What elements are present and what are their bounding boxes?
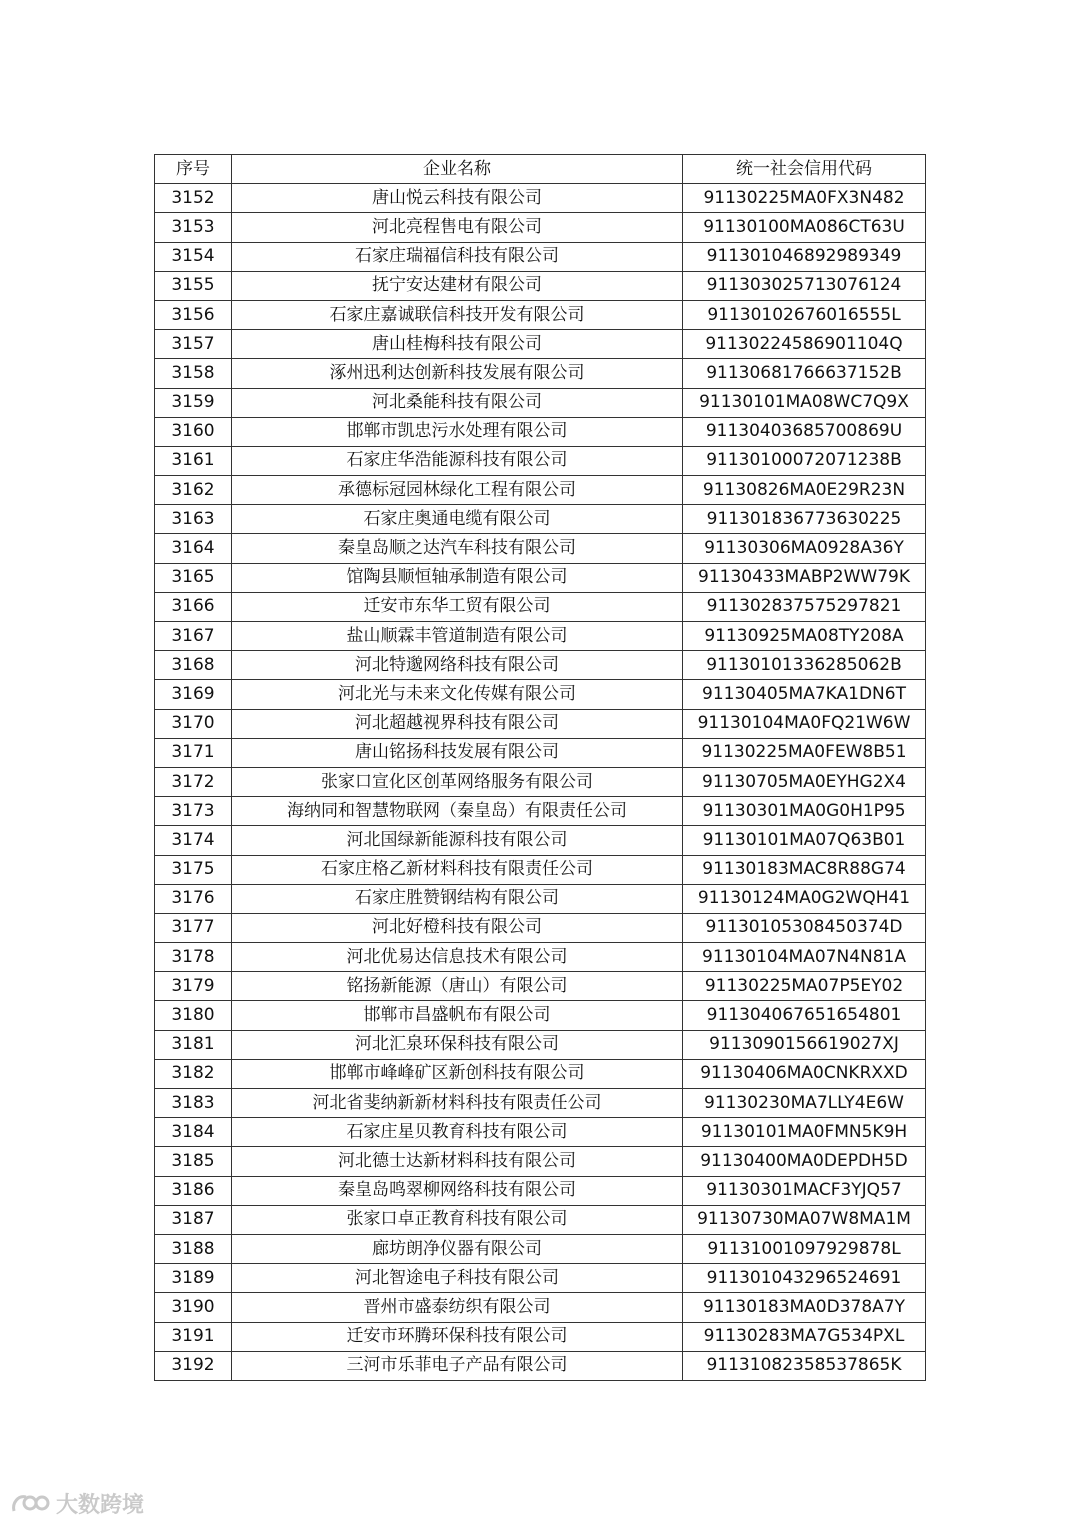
cell-credit-code: 91130433MABP2WW79K [683,563,926,592]
cell-seq: 3182 [155,1059,232,1088]
cell-company-name: 石家庄瑞福信科技有限公司 [232,242,683,271]
cell-seq: 3156 [155,300,232,329]
table-row [155,388,926,417]
cell-seq: 3158 [155,359,232,388]
cell-credit-code: 911301043296524691 [683,1264,926,1293]
cell-credit-code: 91130705MA0EYHG2X4 [683,767,926,796]
cell-seq: 3189 [155,1264,232,1293]
cell-company-name: 河北特邈网络科技有限公司 [232,651,683,680]
cell-seq: 3191 [155,1322,232,1351]
table-row [155,1205,926,1234]
watermark [10,1488,144,1519]
cell-company-name: 石家庄奥通电缆有限公司 [232,505,683,534]
table-row [155,651,926,680]
cell-company-name: 邯郸市昌盛帆布有限公司 [232,1001,683,1030]
table-row [155,622,926,651]
cell-company-name: 迁安市环腾环保科技有限公司 [232,1322,683,1351]
cell-credit-code: 91130681766637152B [683,359,926,388]
cell-seq: 3183 [155,1089,232,1118]
cell-seq: 3164 [155,534,232,563]
cell-company-name: 海纳同和智慧物联网（秦皇岛）有限责任公司 [232,797,683,826]
cell-company-name: 河北智途电子科技有限公司 [232,1264,683,1293]
cell-company-name: 邯郸市凯忠污水处理有限公司 [232,417,683,446]
cell-seq: 3169 [155,680,232,709]
cell-seq: 3160 [155,417,232,446]
header-seq: 序号 [155,155,232,184]
cell-credit-code: 9113090156619027XJ [683,1030,926,1059]
header-company-name: 企业名称 [232,155,683,184]
cell-company-name: 承德标冠园林绿化工程有限公司 [232,476,683,505]
cell-company-name: 秦皇岛鸣翠柳网络科技有限公司 [232,1176,683,1205]
table-row [155,1351,926,1380]
cell-credit-code: 91130101336285062B [683,651,926,680]
cell-credit-code: 91130124MA0G2WQH41 [683,884,926,913]
table-row [155,797,926,826]
table-row [155,1264,926,1293]
cell-credit-code: 911304067651654801 [683,1001,926,1030]
cell-seq: 3154 [155,242,232,271]
cell-company-name: 张家口卓正教育科技有限公司 [232,1205,683,1234]
table-row [155,476,926,505]
table-row [155,271,926,300]
cell-credit-code: 91130102676016555L [683,300,926,329]
cell-company-name: 河北光与未来文化传媒有限公司 [232,680,683,709]
cell-company-name: 河北国绿新能源科技有限公司 [232,826,683,855]
cell-seq: 3159 [155,388,232,417]
cell-credit-code: 91130730MA07W8MA1M [683,1205,926,1234]
cell-credit-code: 91130225MA0FEW8B51 [683,738,926,767]
cell-seq: 3179 [155,972,232,1001]
cell-seq: 3180 [155,1001,232,1030]
cell-seq: 3161 [155,446,232,475]
cell-credit-code: 91130406MA0CNKRXXD [683,1059,926,1088]
table-row [155,680,926,709]
cell-company-name: 邯郸市峰峰矿区新创科技有限公司 [232,1059,683,1088]
cell-credit-code: 91130183MAC8R88G74 [683,855,926,884]
cell-seq: 3163 [155,505,232,534]
cell-company-name: 河北桑能科技有限公司 [232,388,683,417]
cell-seq: 3165 [155,563,232,592]
cell-credit-code: 91130225MA0FX3N482 [683,184,926,213]
cell-seq: 3181 [155,1030,232,1059]
header-credit-code: 统一社会信用代码 [683,155,926,184]
cell-seq: 3172 [155,767,232,796]
table-row [155,534,926,563]
table-row [155,1147,926,1176]
company-credit-code-table [154,154,926,1381]
cell-credit-code: 91130105308450374D [683,913,926,942]
cell-seq: 3173 [155,797,232,826]
cell-seq: 3177 [155,913,232,942]
table-row [155,1176,926,1205]
cell-seq: 3153 [155,213,232,242]
cell-company-name: 河北好橙科技有限公司 [232,913,683,942]
table-body [155,184,926,1381]
cell-credit-code: 91130104MA07N4N81A [683,943,926,972]
cell-seq: 3184 [155,1118,232,1147]
table-row [155,972,926,1001]
table-row [155,184,926,213]
table-row [155,242,926,271]
cell-seq: 3168 [155,651,232,680]
cell-company-name: 迁安市东华工贸有限公司 [232,592,683,621]
cell-company-name: 河北省斐纳新新材料科技有限责任公司 [232,1089,683,1118]
table-row [155,709,926,738]
cell-seq: 3185 [155,1147,232,1176]
cell-credit-code: 911301046892989349 [683,242,926,271]
cell-seq: 3155 [155,271,232,300]
table-row [155,1293,926,1322]
cell-seq: 3167 [155,622,232,651]
cell-credit-code: 91130101MA08WC7Q9X [683,388,926,417]
cell-credit-code: 91130225MA07P5EY02 [683,972,926,1001]
cell-company-name: 张家口宣化区创革网络服务有限公司 [232,767,683,796]
cell-company-name: 河北汇泉环保科技有限公司 [232,1030,683,1059]
cell-credit-code: 91130301MACF3YJQ57 [683,1176,926,1205]
cell-company-name: 河北优易达信息技术有限公司 [232,943,683,972]
table-row [155,446,926,475]
cell-company-name: 晋州市盛泰纺织有限公司 [232,1293,683,1322]
cell-company-name: 唐山铭扬科技发展有限公司 [232,738,683,767]
table-row [155,213,926,242]
table-row [155,300,926,329]
watermark-logo-icon [10,1491,50,1517]
cell-seq: 3174 [155,826,232,855]
cell-company-name: 三河市乐菲电子产品有限公司 [232,1351,683,1380]
cell-company-name: 抚宁安达建材有限公司 [232,271,683,300]
cell-seq: 3162 [155,476,232,505]
cell-company-name: 秦皇岛顺之达汽车科技有限公司 [232,534,683,563]
cell-company-name: 石家庄华浩能源科技有限公司 [232,446,683,475]
cell-seq: 3175 [155,855,232,884]
cell-credit-code: 91130104MA0FQ21W6W [683,709,926,738]
table-header-row [155,155,926,184]
cell-company-name: 河北亮程售电有限公司 [232,213,683,242]
table-row [155,359,926,388]
cell-credit-code: 91130283MA7G534PXL [683,1322,926,1351]
cell-seq: 3192 [155,1351,232,1380]
table-row [155,1059,926,1088]
cell-seq: 3170 [155,709,232,738]
cell-seq: 3186 [155,1176,232,1205]
cell-credit-code: 91130224586901104Q [683,330,926,359]
cell-credit-code: 911301836773630225 [683,505,926,534]
cell-credit-code: 91130101MA07Q63B01 [683,826,926,855]
cell-credit-code: 91130101MA0FMN5K9H [683,1118,926,1147]
table-row [155,913,926,942]
cell-company-name: 石家庄格乙新材料科技有限责任公司 [232,855,683,884]
cell-seq: 3187 [155,1205,232,1234]
cell-company-name: 铭扬新能源（唐山）有限公司 [232,972,683,1001]
cell-credit-code: 91130405MA7KA1DN6T [683,680,926,709]
cell-company-name: 河北德士达新材料科技有限公司 [232,1147,683,1176]
cell-seq: 3190 [155,1293,232,1322]
table-row [155,563,926,592]
cell-company-name: 唐山桂梅科技有限公司 [232,330,683,359]
table-row [155,738,926,767]
cell-company-name: 石家庄星贝教育科技有限公司 [232,1118,683,1147]
cell-credit-code: 91130230MA7LLY4E6W [683,1089,926,1118]
cell-company-name: 盐山顺霖丰管道制造有限公司 [232,622,683,651]
table-row [155,826,926,855]
table-row [155,417,926,446]
cell-seq: 3171 [155,738,232,767]
cell-credit-code: 91130100072071238B [683,446,926,475]
cell-seq: 3157 [155,330,232,359]
table-row [155,1001,926,1030]
cell-credit-code: 91130826MA0E29R23N [683,476,926,505]
table-row [155,1322,926,1351]
cell-seq: 3152 [155,184,232,213]
table-row [155,1234,926,1263]
cell-credit-code: 911303025713076124 [683,271,926,300]
cell-company-name: 唐山悦云科技有限公司 [232,184,683,213]
table-row [155,767,926,796]
table-row [155,1030,926,1059]
cell-company-name: 廊坊朗净仪器有限公司 [232,1234,683,1263]
table-row [155,1118,926,1147]
cell-company-name: 河北超越视界科技有限公司 [232,709,683,738]
table-row [155,884,926,913]
table-row [155,943,926,972]
cell-credit-code: 91131001097929878L [683,1234,926,1263]
cell-seq: 3188 [155,1234,232,1263]
table-row [155,330,926,359]
cell-company-name: 石家庄嘉诚联信科技开发有限公司 [232,300,683,329]
cell-company-name: 涿州迅利达创新科技发展有限公司 [232,359,683,388]
cell-credit-code: 91130403685700869U [683,417,926,446]
table-row [155,505,926,534]
cell-credit-code: 91130925MA08TY208A [683,622,926,651]
cell-company-name: 馆陶县顺恒轴承制造有限公司 [232,563,683,592]
cell-credit-code: 91130301MA0G0H1P95 [683,797,926,826]
cell-credit-code: 91130400MA0DEPDH5D [683,1147,926,1176]
cell-credit-code: 91130306MA0928A36Y [683,534,926,563]
table-row [155,1089,926,1118]
cell-seq: 3178 [155,943,232,972]
table-row [155,855,926,884]
cell-credit-code: 911302837575297821 [683,592,926,621]
cell-seq: 3176 [155,884,232,913]
cell-company-name: 石家庄胜赞钢结构有限公司 [232,884,683,913]
cell-credit-code: 91130100MA086CT63U [683,213,926,242]
cell-credit-code: 91131082358537865K [683,1351,926,1380]
table-row [155,592,926,621]
cell-seq: 3166 [155,592,232,621]
cell-credit-code: 91130183MA0D378A7Y [683,1293,926,1322]
watermark-text: 大数跨境 [56,1493,145,1518]
